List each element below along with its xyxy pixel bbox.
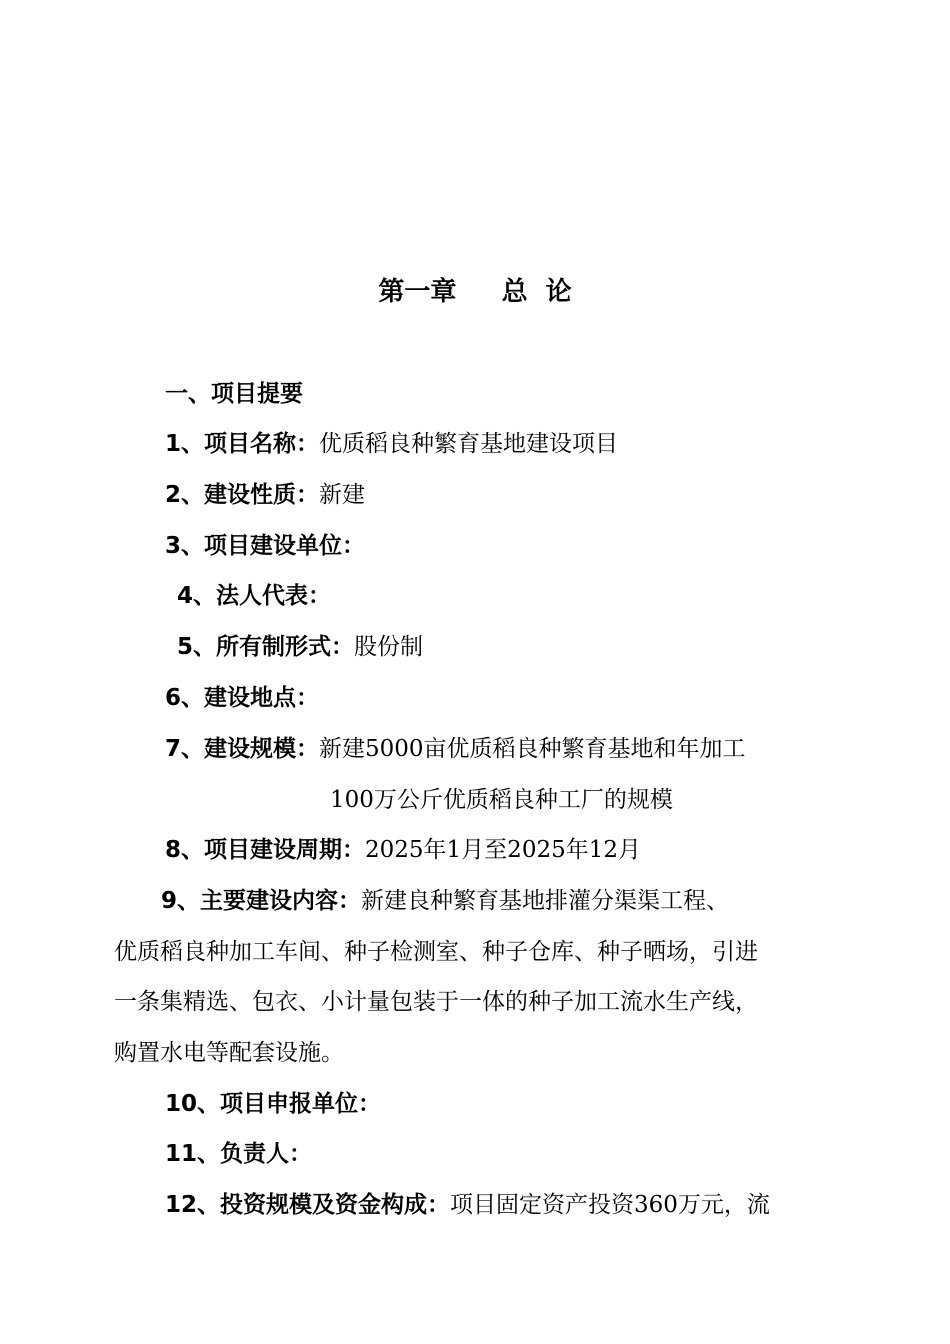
item-main-content-line: 购置水电等配套设施。 (114, 1040, 344, 1066)
item-label: 4、法人代表： (177, 583, 332, 609)
item-legal-representative (177, 580, 331, 612)
item-label: 9、主要建设内容： (161, 888, 362, 914)
item-value: 2025年1月至2025年12月 (365, 837, 641, 863)
item-construction-scale (165, 733, 746, 765)
item-value: 新建 (319, 482, 366, 508)
item-construction-nature (165, 479, 365, 511)
item-label: 3、项目建设单位： (165, 533, 366, 559)
item-construction-unit (165, 530, 365, 562)
item-label: 8、项目建设周期： (165, 837, 366, 863)
item-value: 新建5000亩优质稻良种繁育基地和年加工 (319, 736, 746, 762)
item-value: 新建良种繁育基地排灌分渠渠工程、 (361, 888, 730, 914)
item-construction-scale-continued: 100万公斤优质稻良种工厂的规模 (330, 787, 673, 813)
item-construction-period (165, 834, 641, 866)
item-label: 7、建设规模： (165, 736, 320, 762)
item-value: 优质稻良种繁育基地建设项目 (319, 431, 619, 457)
item-main-content-line: 一条集精选、包衣、小计量包装于一体的种子加工流水生产线， (114, 989, 758, 1015)
item-label: 2、建设性质： (165, 482, 320, 508)
item-label: 12、投资规模及资金构成： (165, 1192, 451, 1218)
item-value: 股份制 (354, 634, 424, 660)
item-applicant-unit (165, 1088, 381, 1120)
item-label: 11、负责人： (165, 1141, 313, 1167)
item-ownership-form (177, 631, 423, 663)
chapter-title: 第一章 总 论 (378, 277, 572, 307)
section-heading: 一、项目提要 (165, 381, 303, 407)
item-investment-scale (165, 1189, 770, 1221)
item-label: 10、项目申报单位： (165, 1091, 382, 1117)
item-project-name (165, 428, 618, 460)
item-label: 5、所有制形式： (177, 634, 355, 660)
item-main-content-line: 优质稻良种加工车间、种子检测室、种子仓库、种子晒场，引进 (114, 939, 758, 965)
item-construction-site (165, 682, 319, 714)
item-value: 项目固定资产投资360万元，流 (450, 1192, 770, 1218)
item-label: 1、项目名称： (165, 431, 320, 457)
item-label: 6、建设地点： (165, 685, 320, 711)
item-person-in-charge (165, 1138, 312, 1170)
item-main-content (161, 885, 729, 917)
